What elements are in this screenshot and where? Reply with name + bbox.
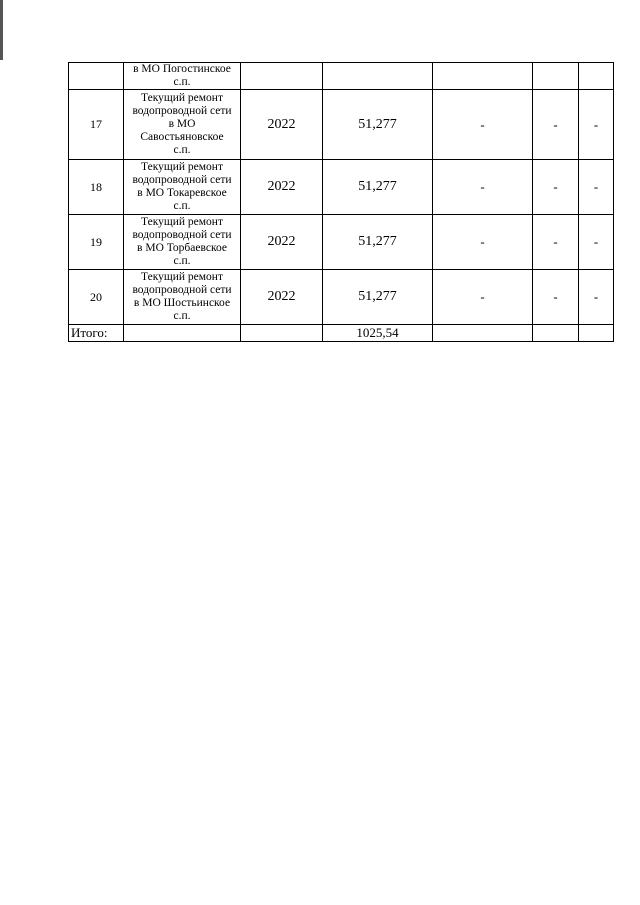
name-line: Савостьяновское	[140, 131, 224, 143]
row-col5: -	[433, 270, 533, 325]
table-row	[69, 160, 614, 215]
total-label: Итого:	[69, 325, 124, 342]
row-col7: -	[579, 160, 614, 215]
name-line: в МО Шостьинское	[133, 297, 231, 309]
row-year: 2022	[241, 270, 323, 325]
row-year	[241, 63, 323, 90]
row-name	[124, 160, 241, 215]
name-line: в МО Торбаевское	[137, 242, 227, 254]
name-line: Текущий ремонт	[141, 161, 223, 173]
row-year: 2022	[241, 90, 323, 160]
name-line: в МО Погостинское	[133, 63, 231, 75]
table-row	[69, 270, 614, 325]
row-number	[69, 63, 124, 90]
table-row-continued	[69, 63, 614, 90]
row-col7: -	[579, 270, 614, 325]
name-line: с.п.	[173, 200, 191, 212]
row-col7: -	[579, 90, 614, 160]
row-col7: -	[579, 215, 614, 270]
scan-edge-mark	[0, 0, 3, 60]
row-number: 17	[69, 90, 124, 160]
name-line: с.п.	[173, 255, 191, 267]
row-col6	[533, 63, 579, 90]
total-col7	[579, 325, 614, 342]
name-line: с.п.	[173, 310, 191, 322]
row-col5: -	[433, 215, 533, 270]
row-year: 2022	[241, 215, 323, 270]
row-col7	[579, 63, 614, 90]
row-sum: 51,277	[323, 90, 433, 160]
row-name	[124, 63, 241, 90]
row-name	[124, 90, 241, 160]
row-year: 2022	[241, 160, 323, 215]
row-number: 18	[69, 160, 124, 215]
row-sum: 51,277	[323, 215, 433, 270]
name-line: водопроводной сети	[132, 229, 232, 241]
name-line: водопроводной сети	[132, 174, 232, 186]
row-name	[124, 270, 241, 325]
row-col6: -	[533, 160, 579, 215]
row-number: 19	[69, 215, 124, 270]
row-col6: -	[533, 90, 579, 160]
total-year-cell	[241, 325, 323, 342]
row-name	[124, 215, 241, 270]
total-sum: 1025,54	[323, 325, 433, 342]
total-name-cell	[124, 325, 241, 342]
total-col6	[533, 325, 579, 342]
name-line: Текущий ремонт	[141, 271, 223, 283]
name-line: Текущий ремонт	[141, 216, 223, 228]
row-col6: -	[533, 215, 579, 270]
total-col5	[433, 325, 533, 342]
row-col5: -	[433, 90, 533, 160]
table-row	[69, 90, 614, 160]
row-sum: 51,277	[323, 270, 433, 325]
name-line: с.п.	[173, 144, 191, 156]
total-row	[69, 325, 614, 342]
row-col5	[433, 63, 533, 90]
name-line: Текущий ремонт	[141, 92, 223, 104]
name-line: водопроводной сети	[132, 105, 232, 117]
table-row	[69, 215, 614, 270]
name-line: с.п.	[173, 76, 191, 88]
name-line: водопроводной сети	[132, 284, 232, 296]
row-col6: -	[533, 270, 579, 325]
row-sum: 51,277	[323, 160, 433, 215]
name-line: в МО	[168, 118, 196, 130]
name-line: в МО Токаревское	[137, 187, 227, 199]
row-sum	[323, 63, 433, 90]
budget-table	[68, 62, 614, 342]
row-col5: -	[433, 160, 533, 215]
row-number: 20	[69, 270, 124, 325]
